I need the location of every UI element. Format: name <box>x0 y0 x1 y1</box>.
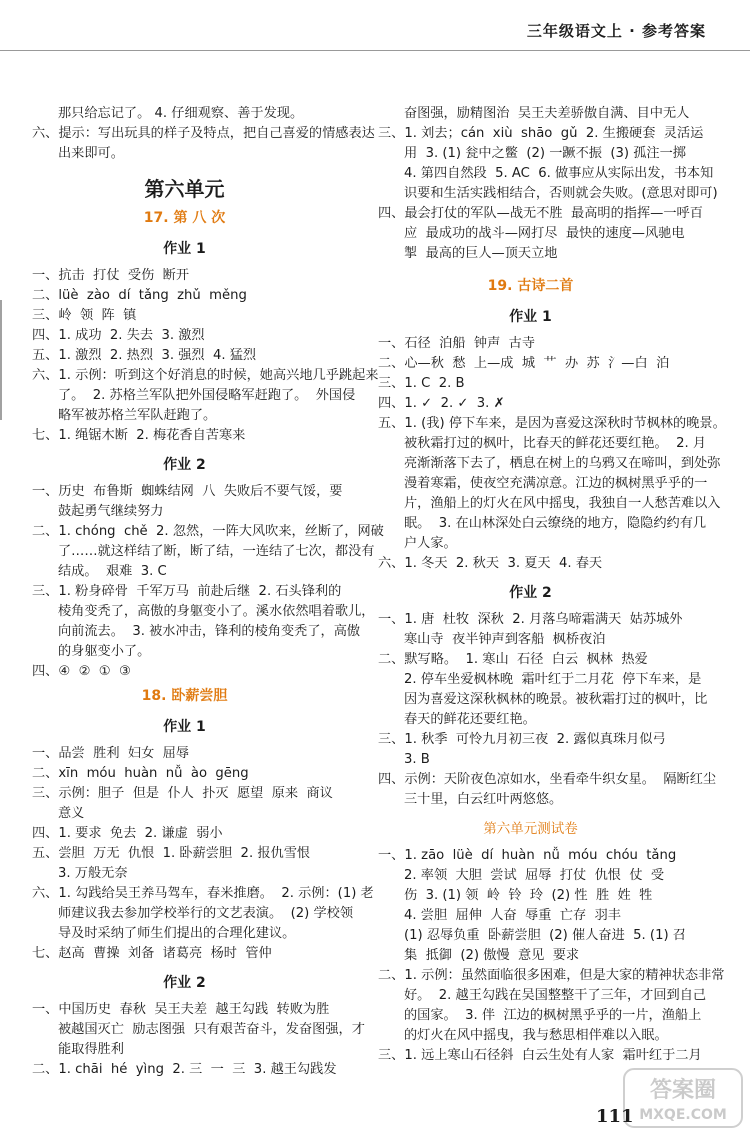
answer-line: 被越国灭亡 励志图强 只有艰苦奋斗，发奋图强，才 <box>58 1022 365 1037</box>
answer-line: 户人家。 <box>404 536 457 551</box>
answer-line: 应 最成功的战斗—网打尽 最快的速度—风驰电 <box>404 226 685 241</box>
answer-line: 意义 <box>58 806 85 821</box>
answer-line: 二、默写略。 1. 寒山 石径 白云 枫林 热爱 <box>378 652 648 667</box>
page-number: 111 <box>596 1106 634 1127</box>
answer-line: 二、1. chāi hé yìng 2. 三 一 三 3. 越王勾践发 <box>32 1062 337 1077</box>
answer-line: 春天的鲜花还要红艳。 <box>404 712 536 727</box>
answer-line: 三、1. 远上寒山石径斜 白云生处有人家 霜叶红于二月 <box>378 1048 702 1063</box>
answer-line: 五、尝胆 万无 仇恨 1. 卧薪尝胆 2. 报仇雪恨 <box>32 846 311 861</box>
answer-line: 棱角变秃了，高傲的身躯变小了。溪水依然唱着歌儿， <box>58 604 375 619</box>
answer-line: 一、1. zāo lüè dí huàn nǚ móu chóu tǎng <box>378 848 677 863</box>
answer-line: 一、历史 布鲁斯 蜘蛛结网 八 失败后不要气馁，要 <box>32 484 343 499</box>
answer-line: 3. B <box>404 752 430 767</box>
answer-line: 三、示例：胆子 但是 仆人 扑灭 愿望 原来 商议 <box>32 786 333 801</box>
answer-line: 了。 2. 苏格兰军队把外国侵略军赶跑了。 外国侵 <box>58 388 356 403</box>
answer-line: 六、提示：写出玩具的样子及特点，把自己喜爱的情感表达 <box>32 126 375 141</box>
answer-line: 四、1. 要求 免去 2. 谦虚 弱小 <box>32 826 223 841</box>
answer-line: 3. 万般无奈 <box>58 866 128 881</box>
homework-title: 作业 1 <box>163 719 206 735</box>
answer-line: 略军被苏格兰军队赶跑了。 <box>58 408 217 423</box>
answer-line: 四、1. ✓ 2. ✓ 3. ✗ <box>378 396 505 411</box>
answer-line: 三、1. 秋季 可怜九月初三夜 2. 露似真珠月似弓 <box>378 732 666 747</box>
watermark-logo <box>622 1067 744 1129</box>
answer-line: 师建议我去参加学校举行的文艺表演。 (2) 学校领 <box>58 906 354 921</box>
answer-line: 四、④ ② ① ③ <box>32 664 131 679</box>
answer-line: 二、lüè zào dí tǎng zhǔ měng <box>32 288 247 303</box>
answer-line: 导及时采纳了师生们提出的合理化建议。 <box>58 926 296 941</box>
answer-line: 一、1. 唐 杜牧 深秋 2. 月落乌啼霜满天 姑苏城外 <box>378 612 683 627</box>
answer-line: 四、1. 成功 2. 失去 3. 激烈 <box>32 328 205 343</box>
answer-line: 三、1. C 2. B <box>378 376 465 391</box>
answer-line: 的国家。 3. 伴 江边的枫树黑乎乎的一片，渔船上 <box>404 1008 702 1023</box>
answer-line: 被秋霜打过的枫叶，比春天的鲜花还要红艳。 2. 月 <box>404 436 707 451</box>
answer-line: 好。 2. 越王勾践在吴国整整干了三年，才回到自己 <box>404 988 707 1003</box>
answer-line: 集 抵御 (2) 傲慢 意见 要求 <box>404 948 580 963</box>
svg-text:答案圈: 答案圈 <box>649 1078 717 1103</box>
answer-line: 片，渔船上的灯火在风中摇曳，我独自一人愁苦难以入 <box>404 496 721 511</box>
page-header-title: 三年级语文上 · 参考答案 <box>526 22 706 40</box>
answer-line: 四、示例：天阶夜色凉如水，坐看牵牛织女星。 隔断红尘 <box>378 772 717 787</box>
answer-line: 二、xīn móu huàn nǚ ào gēng <box>32 766 249 781</box>
homework-title: 作业 1 <box>509 309 552 325</box>
answer-line: 寒山寺 夜半钟声到客船 枫桥夜泊 <box>404 632 606 647</box>
header-divider <box>0 50 750 51</box>
svg-text:MXQE.COM: MXQE.COM <box>639 1107 727 1123</box>
answer-line: 三、1. 粉身碎骨 千军万马 前赴后继 2. 石头锋利的 <box>32 584 342 599</box>
answer-line: 二、1. 示例：虽然面临很多困难，但是大家的精神状态非常 <box>378 968 725 983</box>
answer-line: 向前流去。 3. 被水冲击，锋利的棱角变秃了，高傲 <box>58 624 361 639</box>
answer-line: 一、抗击 打仗 受伤 断开 <box>32 268 190 283</box>
answer-line: 七、1. 绳锯木断 2. 梅花香自苦寒来 <box>32 428 246 443</box>
answer-line: 六、1. 勾践给吴王养马驾车，春米推磨。 2. 示例：(1) 老 <box>32 886 374 901</box>
answer-line: 那只给忘记了。 4. 仔细观察、善于发现。 <box>58 106 304 121</box>
answer-line: 用 3. (1) 瓮中之鳖 (2) 一蹶不振 (3) 孤注一掷 <box>404 146 686 161</box>
answer-line: 能取得胜利 <box>58 1042 124 1057</box>
lesson-title: 19. 古诗二首 <box>487 278 574 294</box>
answer-line: 六、1. 示例：听到这个好消息的时候，她高兴地几乎跳起来 <box>32 368 379 383</box>
answer-line: 结成。 艰难 3. C <box>58 564 167 579</box>
answer-line: 因为喜爱这深秋枫林的晚景。被秋霜打过的枫叶，比 <box>404 692 708 707</box>
answer-line: (1) 忍辱负重 卧薪尝胆 (2) 催人奋进 5. (1) 召 <box>404 928 686 943</box>
answer-line: 的灯火在风中摇曳，我与愁思相伴难以入眠。 <box>404 1028 668 1043</box>
answer-line: 识要和生活实践相结合，否则就会失败。(意思对即可) <box>404 186 718 201</box>
answer-line: 奋图强，励精图治 吴王夫差骄傲自满、目中无人 <box>404 106 690 121</box>
answer-line: 三、岭 领 阵 镇 <box>32 308 137 323</box>
answer-line: 了……就这样结了断，断了结，一连结了七次，都没有 <box>58 544 375 559</box>
answer-line: 五、1. (我) 停下车来，是因为喜爱这深秋时节枫林的晚景。 <box>378 416 726 431</box>
answer-line: 2. 停车坐爱枫林晚 霜叶红于二月花 停下车来，是 <box>404 672 702 687</box>
answer-line: 四、最会打仗的军队—战无不胜 最高明的指挥—一呼百 <box>378 206 703 221</box>
answer-line: 三、1. 刘去；cán xiù shāo gǔ 2. 生搬硬套 灵活运 <box>378 126 704 141</box>
left-column <box>32 104 384 1080</box>
answer-line: 二、1. chóng chě 2. 忽然，一阵大风吹来，丝断了，网破 <box>32 524 384 539</box>
answer-line: 五、1. 激烈 2. 热烈 3. 强烈 4. 猛烈 <box>32 348 257 363</box>
answer-line: 七、赵高 曹操 刘备 诸葛亮 杨时 管仲 <box>32 946 272 961</box>
answer-line: 眠。 3. 在山林深处白云缭绕的地方，隐隐约约有几 <box>404 516 707 531</box>
unit-test-title: 第六单元测试卷 <box>483 821 578 837</box>
answer-line: 4. 尝胆 屈伸 人奋 辱重 亡存 羽丰 <box>404 908 621 923</box>
answer-line: 掣 最高的巨人—顶天立地 <box>404 246 558 261</box>
answer-line: 鼓起勇气继续努力 <box>58 504 164 519</box>
answer-line: 漫着寒霜，使夜空充满凉意。江边的枫树黑乎乎的一 <box>404 476 708 491</box>
answer-line: 一、中国历史 春秋 吴王夫差 越王勾践 转败为胜 <box>32 1002 330 1017</box>
spacer <box>378 264 683 272</box>
homework-title: 作业 1 <box>163 241 206 257</box>
homework-title: 作业 2 <box>163 457 206 473</box>
answer-line: 2. 率领 大胆 尝试 屈辱 打仗 仇恨 仗 受 <box>404 868 665 883</box>
answer-line: 伤 3. (1) 领 岭 铃 玲 (2) 性 胜 姓 牲 <box>404 888 653 903</box>
answer-line: 一、品尝 胜利 妇女 屈辱 <box>32 746 190 761</box>
homework-title: 作业 2 <box>509 585 552 601</box>
answer-line: 一、石径 泊船 钟声 古寺 <box>378 336 536 351</box>
answer-line: 六、1. 冬天 2. 秋天 3. 夏天 4. 春天 <box>378 556 603 571</box>
answer-line: 三十里，白云红叶两悠悠。 <box>404 792 563 807</box>
right-column <box>378 104 726 1066</box>
answer-line: 二、心—秋 愁 上—成 城 艹 办 苏 氵—白 泊 <box>378 356 670 371</box>
answer-line: 4. 第四自然段 5. AC 6. 做事应从实际出发，书本知 <box>404 166 714 181</box>
answer-line: 的身躯变小了。 <box>58 644 151 659</box>
answer-line: 亮渐渐落下去了，栖息在树上的乌鸦又在啼叫，到处弥 <box>404 456 721 471</box>
unit-title: 第六单元 <box>144 177 225 201</box>
homework-title: 作业 2 <box>163 975 206 991</box>
lesson-title: 17. 第 八 次 <box>143 210 226 226</box>
answer-line: 出来即可。 <box>58 146 124 161</box>
scan-edge-shadow <box>0 300 2 420</box>
lesson-title: 18. 卧薪尝胆 <box>141 688 228 704</box>
